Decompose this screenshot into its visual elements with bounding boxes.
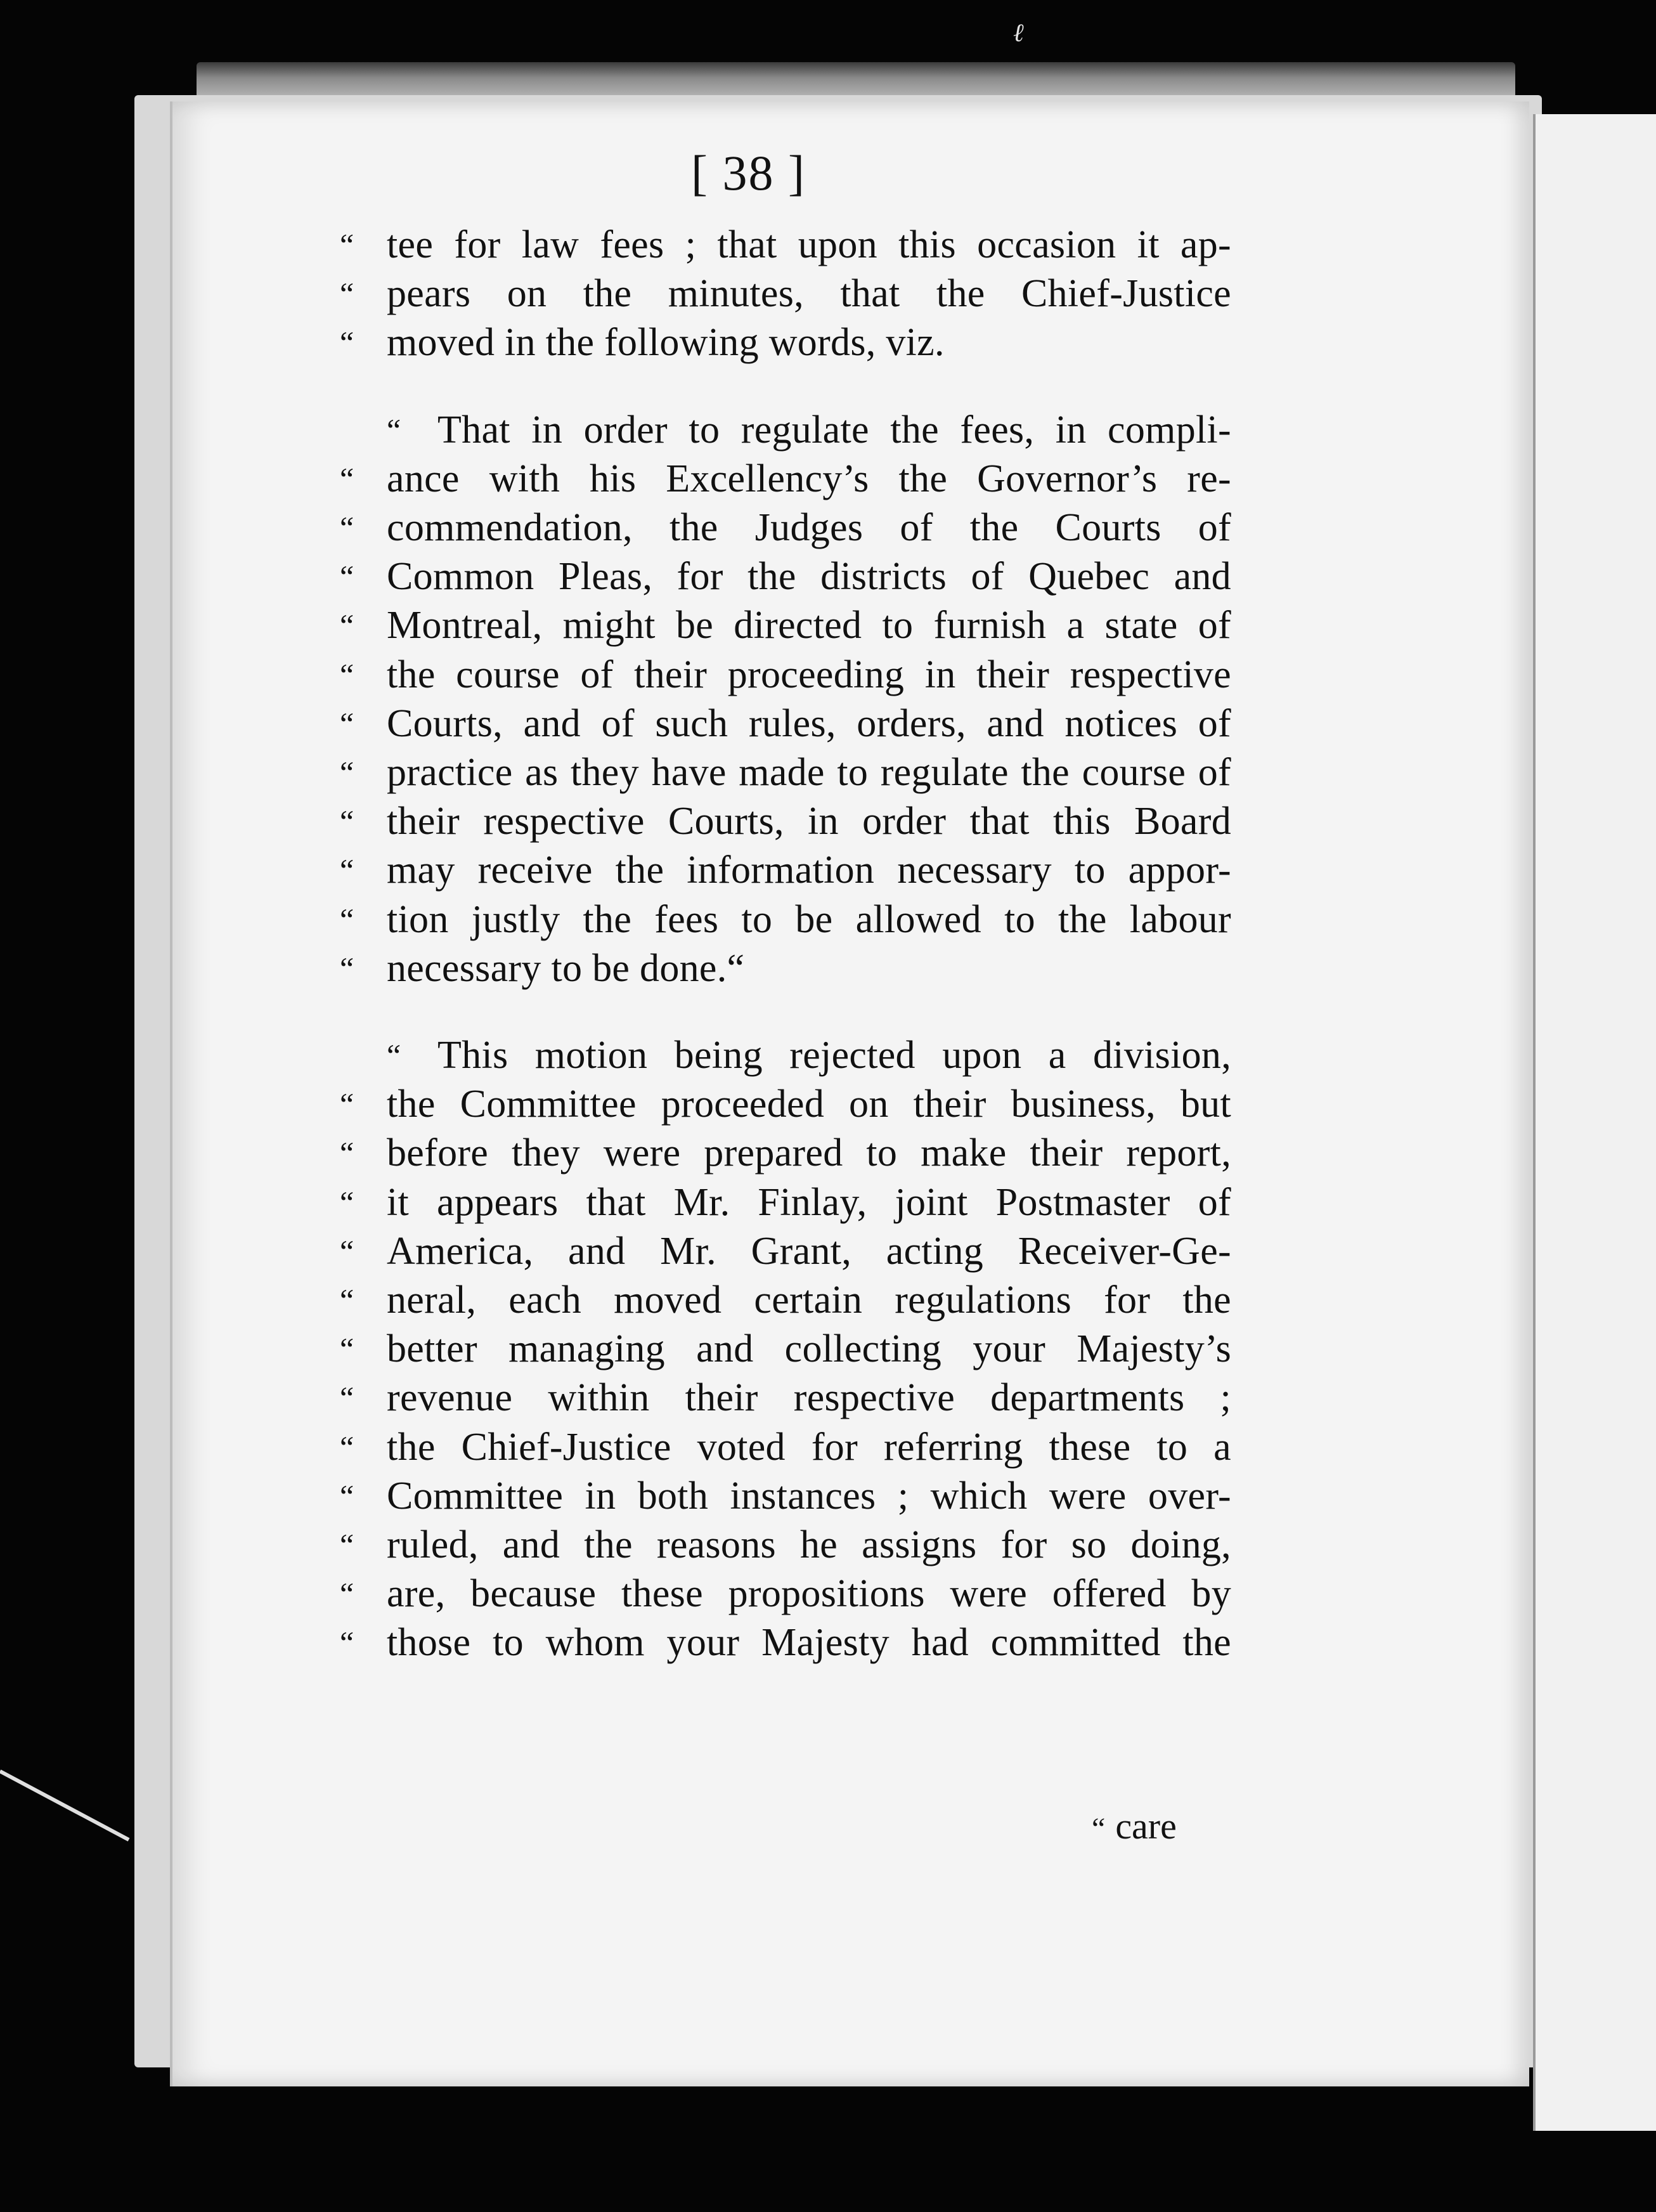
quote-mark: “ [340,852,354,888]
text-line: commendation, the Judges of the Courts of [387,506,1231,549]
text-line: their respective Courts, in order that this Board [387,800,1231,843]
facing-page-edge [1533,114,1656,2131]
text-line: Courts, and of such rules, orders, and notices of [387,701,1231,745]
catchword-text: care [1115,1805,1177,1847]
quote-mark: “ [340,1135,354,1171]
quote-mark: “ [340,1380,354,1416]
quote-mark: “ [340,227,354,263]
catchword-quote-mark: “ [1092,1812,1106,1845]
text-line: This motion being rejected upon a division, [437,1034,1231,1077]
scan-mark: ℓ [1013,18,1024,47]
quote-mark: “ [340,705,354,741]
quote-mark: “ [340,1429,354,1465]
text-line: it appears that Mr. Finlay, joint Postmaster of [387,1180,1231,1224]
text-line: ance with his Excellency’s the Governor’s re- [387,457,1231,500]
quote-mark: “ [340,325,354,361]
text-line: That in order to regulate the fees, in compli- [437,408,1231,452]
quote-mark: “ [340,1331,354,1367]
text-line: practice as they have made to regulate the course of [387,751,1231,794]
text-line: before they were prepared to make their report, [387,1131,1231,1175]
quote-mark: “ [387,412,401,448]
text-line: those to whom your Majesty had committed the [387,1621,1231,1665]
text-line: the Chief-Justice voted for referring these to a [387,1425,1231,1469]
quote-mark: “ [387,1038,401,1073]
quote-mark: “ [340,510,354,545]
quote-mark: “ [340,950,354,986]
text-line: neral, each moved certain regulations for the [387,1278,1231,1322]
text-line: America, and Mr. Grant, acting Receiver-Ge- [387,1229,1231,1273]
quote-mark: “ [340,1478,354,1514]
quote-mark: “ [340,1282,354,1318]
quote-mark: “ [340,276,354,312]
quote-mark: “ [340,1527,354,1563]
text-line: ruled, and the reasons he assigns for so doing, [387,1523,1231,1566]
text-line: Common Pleas, for the districts of Quebec and [387,555,1231,599]
quote-mark: “ [340,803,354,840]
text-line: revenue within their respective departments ; [387,1376,1231,1420]
text-line: may receive the information necessary to appor- [387,849,1231,892]
quote-mark: “ [340,1576,354,1612]
page-number: [ 38 ] [691,145,806,200]
text-line: pears on the minutes, that the Chief-Justice [387,272,1231,316]
quote-mark: “ [340,1233,354,1269]
quote-mark: “ [340,656,354,693]
text-line: better managing and collecting your Majesty’s [387,1327,1231,1371]
catchword [1092,1805,1177,1847]
text-line: moved in the following words, viz. [387,321,945,365]
text-line: tee for law fees ; that upon this occasion it ap- [387,223,1231,266]
text-line: Montreal, might be directed to furnish a state of [387,604,1231,647]
quote-mark: “ [340,608,354,644]
quote-mark: “ [340,559,354,595]
text-line: Committee in both instances ; which were over- [387,1474,1231,1518]
text-line: the Committee proceeded on their business, but [387,1083,1231,1126]
text-line: the course of their proceeding in their respective [387,653,1231,696]
text-line: are, because these propositions were offered by [387,1572,1231,1616]
quote-mark: “ [340,755,354,790]
text-line: tion justly the fees to be allowed to the labour [387,897,1231,941]
text-line: necessary to be done.“ [387,946,745,990]
quote-mark: “ [340,1625,354,1661]
quote-mark: “ [340,460,354,497]
quote-mark: “ [340,1184,354,1220]
quote-mark: “ [340,1086,354,1122]
quote-mark: “ [340,901,354,937]
